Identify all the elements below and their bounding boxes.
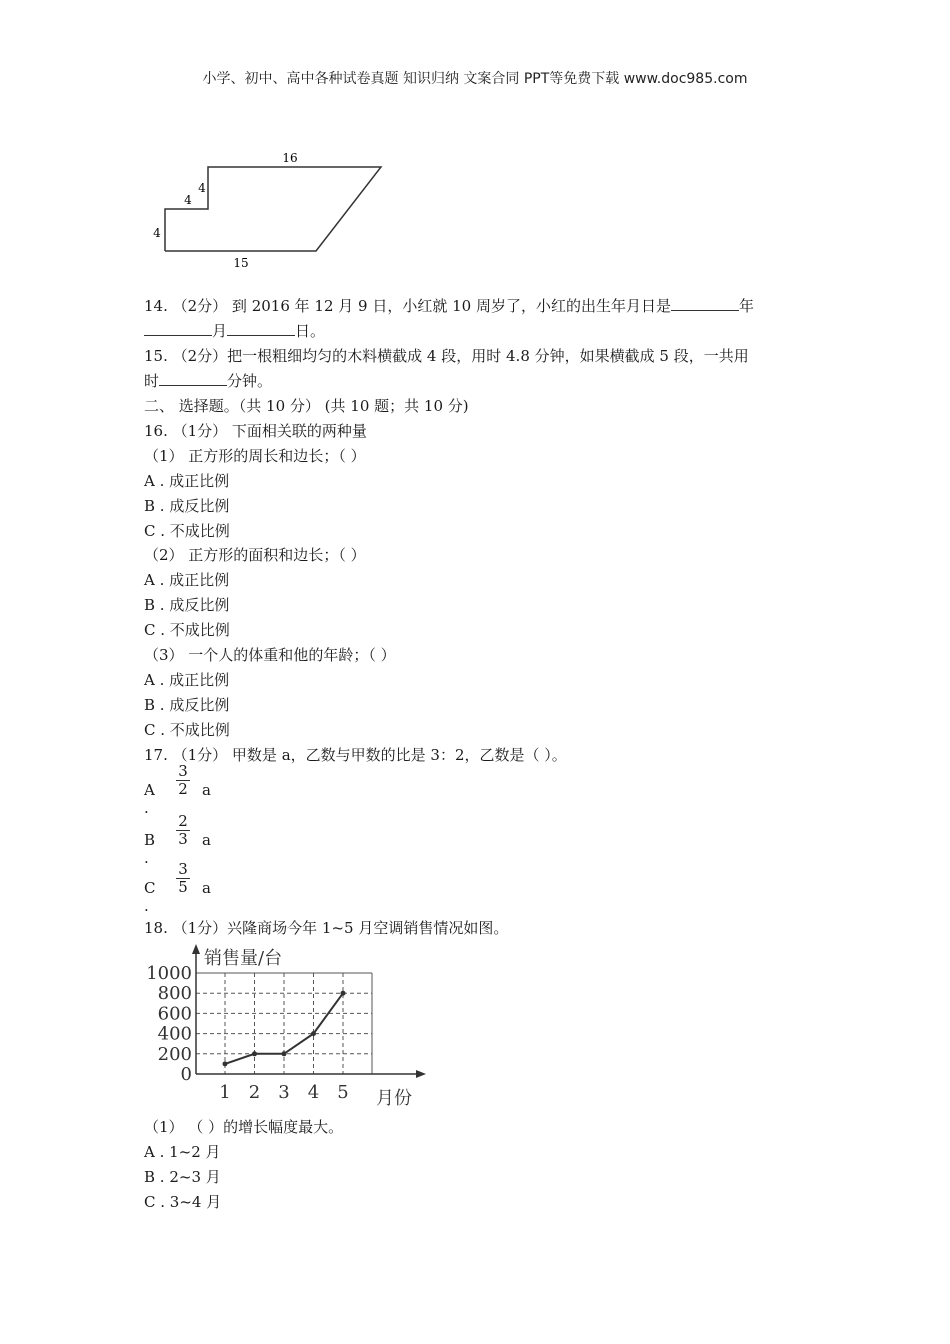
y-tick-label: 400 — [157, 1023, 192, 1045]
q18-stem: 18. （1分）兴隆商场今年 1~5 月空调销售情况如图。 — [144, 919, 509, 937]
q16-sub1-option-c[interactable]: C . 不成比例 — [144, 522, 230, 540]
q17-option-b-variable: a — [202, 831, 211, 849]
q17-option-c-fraction — [176, 861, 190, 896]
q16-sub3: （3） 一个人的体重和他的年龄；（ ） — [144, 646, 396, 664]
data-point — [223, 1061, 228, 1066]
q16-sub1-option-a[interactable]: A . 成正比例 — [144, 472, 230, 490]
fraction-denominator: 3 — [178, 830, 188, 848]
q16-sub1: （1） 正方形的周长和边长；（ ） — [144, 447, 366, 465]
x-tick-label: 5 — [337, 1082, 349, 1103]
q17-option-a-variable: a — [202, 781, 211, 799]
q18-sub1: （1） （ ）的增长幅度最大。 — [144, 1118, 344, 1136]
fraction-numerator: 3 — [176, 861, 190, 879]
q14-text: 14. （2分） 到 2016 年 12 月 9 日，小红就 10 周岁了，小红的出生年月日是 — [144, 297, 671, 315]
x-tick-label: 2 — [248, 1082, 261, 1103]
label-step-horizontal: 4 — [184, 193, 192, 207]
page-header: 小学、初中、高中各种试卷真题 知识归纳 文案合同 PPT等免费下载 www.doc985.com — [202, 71, 748, 87]
y-axis-label: 销售量/台 — [204, 948, 283, 969]
q18-sub1-option-a[interactable]: A . 1~2 月 — [144, 1143, 221, 1161]
q17-option-a-label: A . — [144, 781, 155, 817]
y-tick-label: 800 — [157, 983, 192, 1005]
fraction-numerator: 3 — [176, 763, 190, 781]
q16-sub3-option-b[interactable]: B . 成反比例 — [144, 696, 230, 714]
q16-sub3-option-c[interactable]: C . 不成比例 — [144, 721, 230, 739]
q16-sub2: （2） 正方形的面积和边长；（ ） — [144, 546, 366, 564]
q14-month-blank[interactable] — [144, 321, 212, 336]
sales-line-chart — [140, 940, 440, 1110]
y-tick-label: 200 — [157, 1043, 192, 1065]
x-axis-label: 月份 — [376, 1088, 412, 1109]
q17-option-a-fraction — [176, 763, 190, 798]
label-step-vertical: 4 — [198, 181, 206, 195]
q16-sub3-option-a[interactable]: A . 成正比例 — [144, 671, 230, 689]
q16-sub2-option-b[interactable]: B . 成反比例 — [144, 596, 230, 614]
q14-day-blank[interactable] — [227, 321, 295, 336]
q14-line1 — [144, 296, 754, 316]
q14-day-unit: 日。 — [295, 322, 326, 340]
fraction-denominator: 2 — [178, 780, 188, 798]
fraction-numerator: 2 — [176, 813, 190, 831]
q17-option-b-label: B . — [144, 831, 156, 867]
q15-line1: 15. （2分）把一根粗细均匀的木料横截成 4 段，用时 4.8 分钟，如果横截成 5 段，一共用 — [144, 347, 749, 365]
x-axis-arrow — [416, 1070, 426, 1078]
section2-title: 二、 选择题。（共 10 分） (共 10 题；共 10 分) — [144, 397, 469, 415]
q14-year-blank[interactable] — [671, 296, 739, 311]
y-tick-label: 600 — [157, 1003, 192, 1025]
q16-sub1-option-b[interactable]: B . 成反比例 — [144, 497, 230, 515]
q16-sub2-option-a[interactable]: A . 成正比例 — [144, 571, 230, 589]
q17-option-c-variable: a — [202, 879, 211, 897]
q17-option-b-fraction — [176, 813, 190, 848]
x-tick-label: 4 — [307, 1082, 320, 1103]
q18-sub1-option-c[interactable]: C . 3~4 月 — [144, 1193, 222, 1211]
q14-line2 — [144, 321, 325, 341]
q16-sub2-option-c[interactable]: C . 不成比例 — [144, 621, 230, 639]
q15-prefix: 时 — [144, 372, 160, 390]
label-top: 16 — [282, 151, 298, 165]
y-tick-label: 0 — [180, 1064, 192, 1085]
label-left: 4 — [153, 226, 161, 240]
composite-shape-figure — [140, 140, 400, 280]
data-point — [341, 991, 346, 996]
q17-option-c-label: C . — [144, 879, 156, 915]
q16-stem: 16. （1分） 下面相关联的两种量 — [144, 422, 367, 440]
y-axis-arrow — [192, 944, 200, 954]
fraction-denominator: 5 — [178, 878, 188, 896]
y-tick-label: 1000 — [146, 963, 192, 984]
data-point — [282, 1051, 287, 1056]
q15-suffix: 分钟。 — [227, 372, 273, 390]
x-tick-label: 1 — [219, 1082, 231, 1103]
q14-month-unit: 月 — [212, 322, 228, 340]
data-point — [311, 1031, 316, 1036]
q15-minutes-blank[interactable] — [159, 371, 227, 386]
q17-stem: 17. （1分） 甲数是 a，乙数与甲数的比是 3：2，乙数是（ ）。 — [144, 746, 567, 764]
q18-sub1-option-b[interactable]: B . 2~3 月 — [144, 1168, 221, 1186]
data-point — [252, 1051, 257, 1056]
shape-outline — [165, 167, 381, 251]
label-bottom: 15 — [233, 256, 249, 270]
q14-year-unit: 年 — [738, 297, 754, 315]
x-tick-label: 3 — [278, 1082, 290, 1103]
q15-line2 — [144, 371, 272, 391]
